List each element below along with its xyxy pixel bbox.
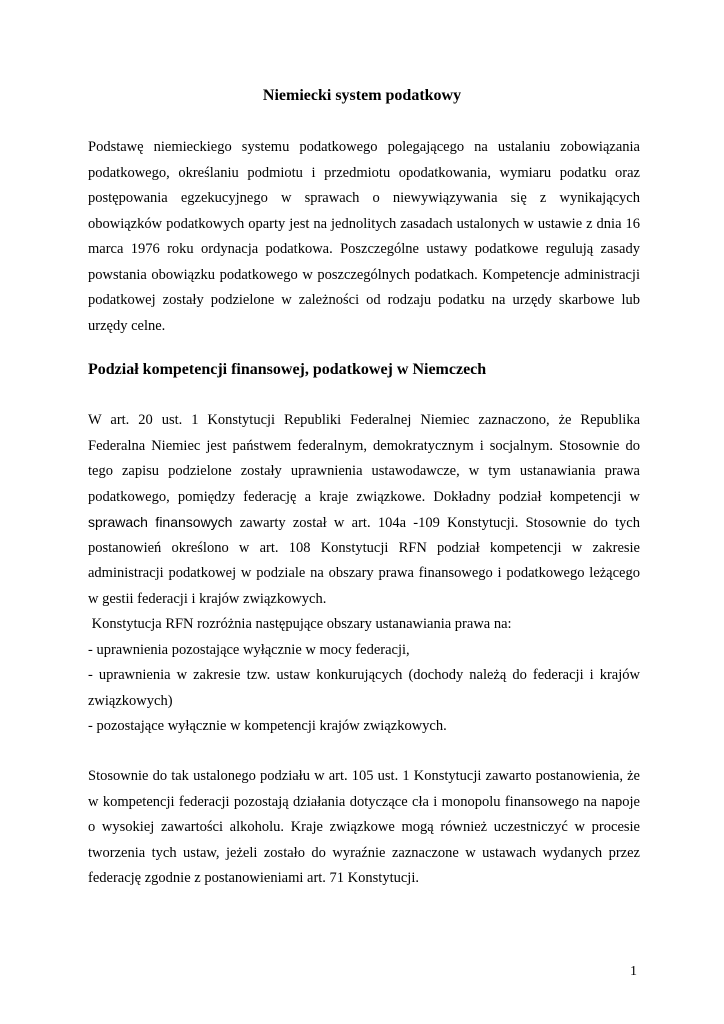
section-heading: Podział kompetencji finansowej, podatkowej w Niemczech [88,361,487,378]
text-line: powstania obowiązku podatkowego w poszczególnych podatkach. Kompetencje administracji [88,266,640,283]
sans-phrase: sprawach finansowych [88,514,233,530]
text-line: federację zgodnie z postanowieniami art. 71 Konstytucji. [88,870,419,886]
page-number: 1 [630,964,637,979]
closing-paragraph [88,764,640,892]
text-line: administracji podatkowej w podziale na obszary prawa finansowego i podatkowego leżącego [88,565,640,581]
text-line-mixed [88,510,640,536]
text-fragment: zawarty został w art. 104a -109 Konstytucji. Stosownie do tych [232,515,640,531]
text-line: obowiązków podatkowych oparty jest na jednolitych zasadach ustalonych w ustawie z dnia 16 [88,215,640,232]
text-line: o wysokiej zawartości alkoholu. Kraje związkowe mogą również uczestniczyć w procesie [88,819,640,835]
list-item: - uprawnienia w zakresie tzw. ustaw konkurujących (dochody należą do federacji i krajów [88,667,640,683]
text-line: W art. 20 ust. 1 Konstytucji Republiki Federalnej Niemiec zaznaczono, że Republika [88,412,640,428]
intro-paragraph [88,135,640,339]
text-line: urzędy celne. [88,317,166,334]
text-line: tworzenia tych ustaw, jeżeli zostało do wyraźnie zaznaczone w ustawach wydanych przez [88,844,640,861]
list-item: - uprawnienia pozostające wyłącznie w mocy federacji, [88,641,410,658]
text-line: podatkowej zostały podzielone w zależności od rodzaju podatku na urzędy skarbowe lub [88,292,640,308]
text-line: postępowania egzekucyjnego w sprawach o niewywiązywania się z wynikających [88,190,640,206]
list-item: - pozostające wyłącznie w kompetencji krajów związkowych. [88,718,447,734]
text-line: marca 1976 roku ordynacja podatkowa. Poszczególne ustawy podatkowe regulują zasady [88,241,640,257]
text-line: tego zapisu podzielone zostały uprawnienia ustawodawcze, w tym ustanawiania prawa [88,463,640,479]
text-line: postanowień określono w art. 108 Konstytucji RFN podział kompetencji w zakresie [88,539,640,556]
list-intro: Konstytucja RFN rozróżnia następujące obszary ustanawiania prawa na: [88,616,512,632]
page-title: Niemiecki system podatkowy [262,87,462,104]
list-item-continuation: związkowych) [88,692,173,709]
competence-paragraph [88,408,640,740]
text-line: podatkowego, określaniu podmiotu i przedmiotu opodatkowania, wymiaru podatku oraz [88,164,640,181]
text-line: podatkowego, pomiędzy federację a kraje związkowe. Dokładny podział kompetencji w [88,488,640,505]
text-line: Podstawę niemieckiego systemu podatkowego polegającego na ustalaniu zobowiązania [88,139,640,155]
text-line: Stosownie do tak ustalonego podziału w art. 105 ust. 1 Konstytucji zawarto postanowienia, że [88,768,640,784]
text-line: w kompetencji federacji pozostają działania dotyczące cła i monopolu finansowego na napoje [88,793,640,810]
text-line: Federalna Niemiec jest państwem federalnym, demokratycznym i socjalnym. Stosownie do [88,437,640,454]
text-line: w gestii federacji i krajów związkowych. [88,590,327,607]
